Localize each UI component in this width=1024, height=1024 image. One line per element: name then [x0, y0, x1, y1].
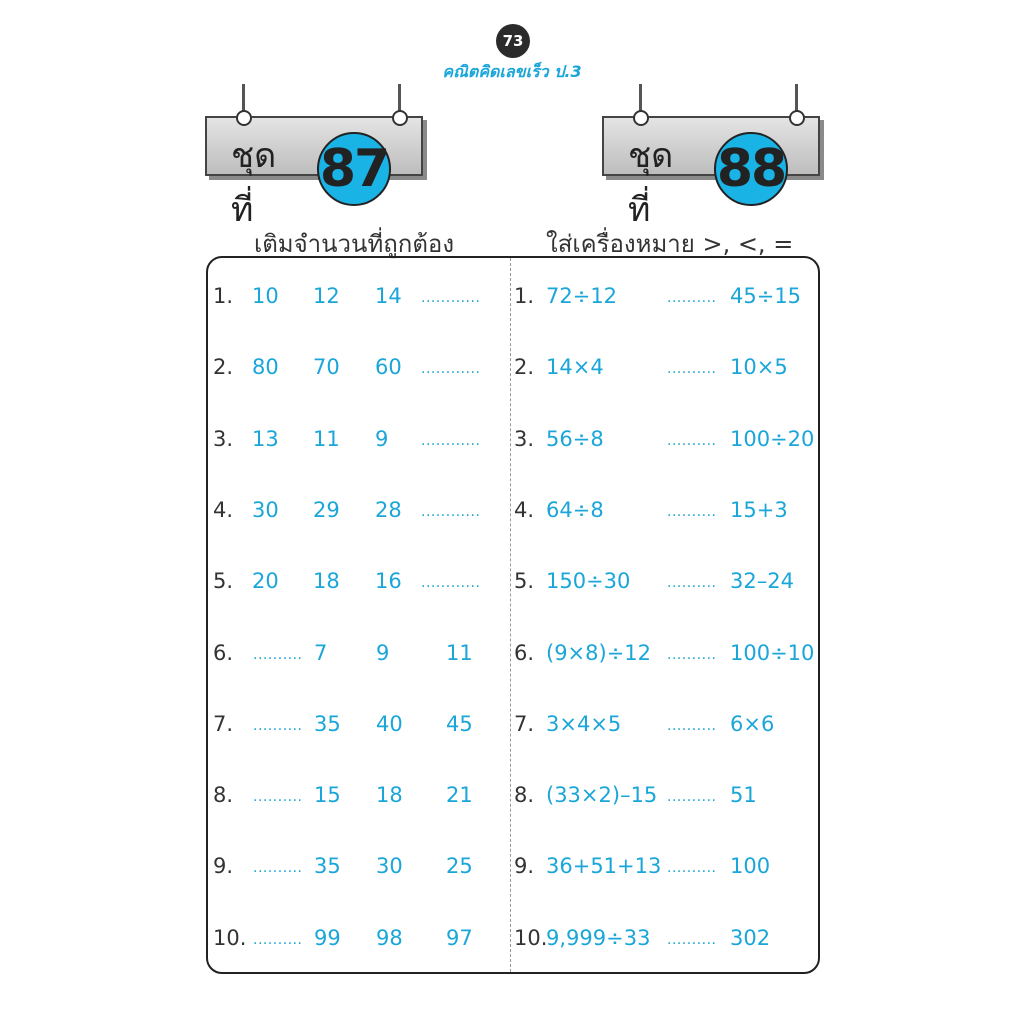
set-label: ชุดที่: [231, 136, 277, 230]
answer-blank[interactable]: ............: [421, 361, 481, 377]
item-number: 4.: [213, 498, 234, 522]
sequence-value: 18: [313, 569, 340, 593]
instruction-left: เติมจำนวนที่ถูกต้อง: [254, 230, 455, 258]
item-number: 2.: [514, 355, 535, 379]
comparison-blank[interactable]: ..........: [667, 433, 717, 449]
sequence-value: 40: [376, 712, 403, 736]
item-number: 8.: [213, 783, 234, 807]
sequence-value: 80: [252, 355, 279, 379]
right-expression: 51: [730, 783, 757, 807]
item-number: 10.: [514, 926, 548, 950]
item-number: 10.: [213, 926, 247, 950]
right-expression: 302: [730, 926, 771, 950]
sequence-value: 9: [376, 641, 390, 665]
comparison-blank[interactable]: ..........: [667, 575, 717, 591]
sequence-value: 14: [375, 284, 402, 308]
sequence-value: 35: [314, 854, 341, 878]
right-expression: 32–24: [730, 569, 794, 593]
sequence-value: 16: [375, 569, 402, 593]
instruction-right: ใส่เครื่องหมาย >, <, =: [546, 230, 794, 258]
set-number-badge: 87: [317, 132, 391, 206]
item-number: 5.: [213, 569, 234, 593]
item-number: 3.: [514, 427, 535, 451]
ring-icon: [633, 110, 649, 126]
right-expression: 100÷20: [730, 427, 815, 451]
answer-blank[interactable]: ..........: [253, 932, 303, 948]
right-expression: 100÷10: [730, 641, 815, 665]
sequence-value: 12: [313, 284, 340, 308]
item-number: 8.: [514, 783, 535, 807]
answer-blank[interactable]: ............: [421, 433, 481, 449]
left-expression: (33×2)–15: [546, 783, 658, 807]
sequence-value: 99: [314, 926, 341, 950]
left-expression: (9×8)÷12: [546, 641, 652, 665]
comparison-blank[interactable]: ..........: [667, 290, 717, 306]
sequence-value: 25: [446, 854, 473, 878]
comparison-blank[interactable]: ..........: [667, 932, 717, 948]
comparison-blank[interactable]: ..........: [667, 361, 717, 377]
ring-icon: [236, 110, 252, 126]
item-number: 1.: [514, 284, 535, 308]
sequence-value: 13: [252, 427, 279, 451]
left-expression: 3×4×5: [546, 712, 622, 736]
sequence-value: 28: [375, 498, 402, 522]
right-expression: 6×6: [730, 712, 775, 736]
item-number: 3.: [213, 427, 234, 451]
item-number: 7.: [514, 712, 535, 736]
sequence-value: 45: [446, 712, 473, 736]
item-number: 2.: [213, 355, 234, 379]
answer-blank[interactable]: ............: [421, 504, 481, 520]
comparison-blank[interactable]: ..........: [667, 860, 717, 876]
ring-icon: [789, 110, 805, 126]
sequence-value: 29: [313, 498, 340, 522]
left-expression: 36+51+13: [546, 854, 662, 878]
sequence-value: 15: [314, 783, 341, 807]
answer-blank[interactable]: ..........: [253, 718, 303, 734]
left-expression: 9,999÷33: [546, 926, 651, 950]
left-expression: 150÷30: [546, 569, 631, 593]
sequence-value: 30: [376, 854, 403, 878]
answer-blank[interactable]: ..........: [253, 647, 303, 663]
ring-icon: [392, 110, 408, 126]
set-number-badge: 88: [714, 132, 788, 206]
item-number: 6.: [213, 641, 234, 665]
right-expression: 10×5: [730, 355, 788, 379]
right-expression: 45÷15: [730, 284, 802, 308]
item-number: 6.: [514, 641, 535, 665]
sequence-value: 20: [252, 569, 279, 593]
left-expression: 14×4: [546, 355, 604, 379]
sequence-value: 60: [375, 355, 402, 379]
item-number: 9.: [213, 854, 234, 878]
sequence-value: 98: [376, 926, 403, 950]
item-number: 1.: [213, 284, 234, 308]
column-divider: [510, 258, 511, 972]
left-expression: 72÷12: [546, 284, 618, 308]
answer-blank[interactable]: ..........: [253, 789, 303, 805]
page-number: 73: [496, 24, 530, 58]
sequence-value: 30: [252, 498, 279, 522]
answer-blank[interactable]: ..........: [253, 860, 303, 876]
item-number: 5.: [514, 569, 535, 593]
item-number: 9.: [514, 854, 535, 878]
comparison-blank[interactable]: ..........: [667, 647, 717, 663]
sequence-value: 21: [446, 783, 473, 807]
comparison-blank[interactable]: ..........: [667, 718, 717, 734]
answer-blank[interactable]: ............: [421, 290, 481, 306]
comparison-blank[interactable]: ..........: [667, 789, 717, 805]
sequence-value: 35: [314, 712, 341, 736]
sequence-value: 18: [376, 783, 403, 807]
right-expression: 15+3: [730, 498, 788, 522]
sequence-value: 70: [313, 355, 340, 379]
answer-blank[interactable]: ............: [421, 575, 481, 591]
item-number: 4.: [514, 498, 535, 522]
set-label: ชุดที่: [628, 136, 674, 230]
sequence-value: 9: [375, 427, 389, 451]
sequence-value: 10: [252, 284, 279, 308]
sequence-value: 97: [446, 926, 473, 950]
sequence-value: 11: [446, 641, 473, 665]
sequence-value: 11: [313, 427, 340, 451]
left-expression: 56÷8: [546, 427, 604, 451]
book-title: คณิตคิดเลขเร็ว ป.3: [442, 62, 582, 81]
left-expression: 64÷8: [546, 498, 604, 522]
item-number: 7.: [213, 712, 234, 736]
comparison-blank[interactable]: ..........: [667, 504, 717, 520]
sequence-value: 7: [314, 641, 328, 665]
right-expression: 100: [730, 854, 771, 878]
